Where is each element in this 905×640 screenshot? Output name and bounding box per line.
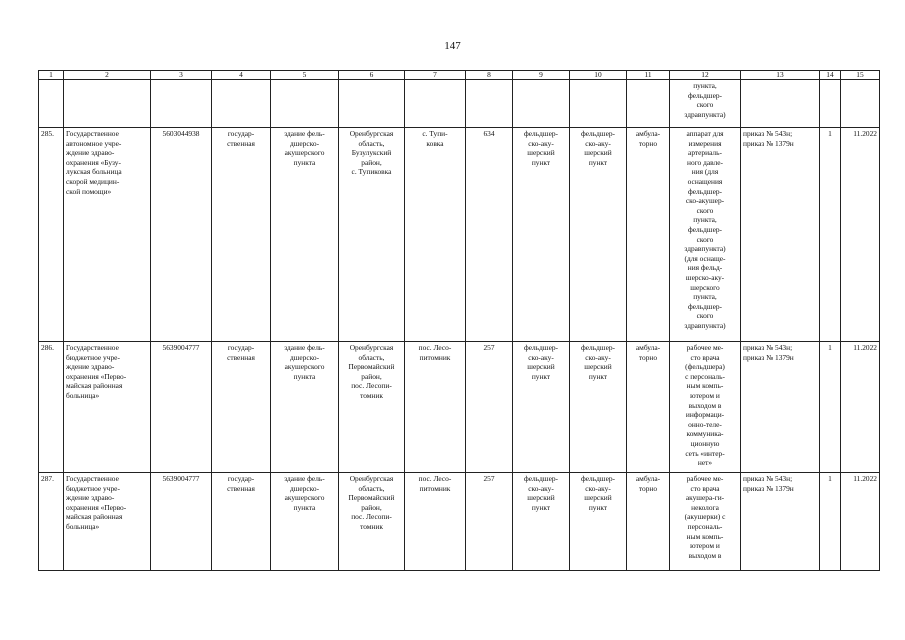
column-number: 15 bbox=[841, 71, 880, 80]
equipment-cell: рабочее ме- сто врача (фельдшера) с персональ- ным компь- ютером и выходом в информаци- онно-теле- коммуника- ционную сеть «интер- нет» bbox=[685, 343, 725, 468]
column-number: 7 bbox=[405, 71, 466, 80]
date: 11.2022 bbox=[853, 474, 877, 483]
care-conditions: амбула- торно bbox=[635, 343, 661, 362]
address: Оренбургская область, Первомайский район, пос. Лесопи- томник bbox=[348, 474, 395, 531]
column-number: 8 bbox=[466, 71, 513, 80]
quantity: 1 bbox=[828, 343, 832, 352]
building-type: здание фель- дшерско- акушерского пункта bbox=[284, 343, 325, 381]
subdivision-type: фельдшер- ско-аку- шерский пункт bbox=[580, 129, 616, 167]
organization-name: Государственное автономное учре- ждение здраво- охранения «Бузу- лукская больница скорой медицин- ской помощи» bbox=[66, 129, 122, 196]
order-reference: приказ № 543н; приказ № 1379н bbox=[743, 474, 794, 493]
population: 634 bbox=[483, 129, 495, 138]
subdivision-type: фельдшер- ско-аку- шерский пункт bbox=[580, 343, 616, 381]
table-row bbox=[39, 342, 880, 473]
organization-name: Государственное бюджетное учре- ждение здраво- охранения «Перво- майская районная больница» bbox=[66, 474, 127, 531]
table-row bbox=[39, 128, 880, 342]
row-number: 285. bbox=[41, 129, 54, 138]
column-number: 4 bbox=[212, 71, 271, 80]
column-number: 12 bbox=[670, 71, 741, 80]
facility-type: фельдшер- ско-аку- шерский пункт bbox=[523, 474, 559, 512]
order-reference: приказ № 543н; приказ № 1379н bbox=[743, 343, 794, 362]
column-number: 13 bbox=[741, 71, 820, 80]
date: 11.2022 bbox=[853, 343, 877, 352]
column-number: 11 bbox=[627, 71, 670, 80]
date: 11.2022 bbox=[853, 129, 877, 138]
organization-name: Государственное бюджетное учре- ждение здраво- охранения «Перво- майская районная больница» bbox=[66, 343, 127, 400]
quantity: 1 bbox=[828, 129, 832, 138]
equipment-cell: рабочее ме- сто врача акушера-ги- неколога (акушерки) с персональ- ным компь- ютером и выходом в bbox=[684, 474, 726, 560]
column-number: 5 bbox=[271, 71, 339, 80]
ownership-type: государ- ственная bbox=[227, 129, 255, 148]
column-number: 9 bbox=[513, 71, 570, 80]
column-number: 3 bbox=[151, 71, 212, 80]
quantity: 1 bbox=[828, 474, 832, 483]
equipment-cell: аппарат для измерения артериаль- ного давле- ния (для оснащения фельдшер- ско-акушер- ского пункта, фельдшер- ского здравпункта) (для оснаще- ния фельд- шерско-аку- шерского пункта, фельдшер- ского здравпункта) bbox=[684, 129, 726, 330]
column-number-row bbox=[39, 71, 880, 80]
building-type: здание фель- дшерско- акушерского пункта bbox=[284, 474, 325, 512]
population: 257 bbox=[483, 474, 495, 483]
ownership-type: государ- ственная bbox=[227, 343, 255, 362]
settlement: с. Тупи- ковка bbox=[422, 129, 448, 148]
inn-code: 5639004777 bbox=[162, 343, 200, 352]
care-conditions: амбула- торно bbox=[635, 129, 661, 148]
column-number: 1 bbox=[39, 71, 64, 80]
page-number: 147 bbox=[444, 40, 461, 52]
column-number: 14 bbox=[820, 71, 841, 80]
row-number: 287. bbox=[41, 474, 54, 483]
address: Оренбургская область, Бузулукский район, с. Тупиковка bbox=[349, 129, 394, 177]
population: 257 bbox=[483, 343, 495, 352]
address: Оренбургская область, Первомайский район, пос. Лесопи- томник bbox=[348, 343, 395, 400]
equipment-cell: пункта, фельдшер- ского здравпункта) bbox=[684, 81, 726, 119]
facility-type: фельдшер- ско-аку- шерский пункт bbox=[523, 129, 559, 167]
registry-table bbox=[38, 70, 880, 571]
column-number: 6 bbox=[339, 71, 405, 80]
facility-type: фельдшер- ско-аку- шерский пункт bbox=[523, 343, 559, 381]
building-type: здание фель- дшерско- акушерского пункта bbox=[284, 129, 325, 167]
care-conditions: амбула- торно bbox=[635, 474, 661, 493]
settlement: пос. Лесо- питомник bbox=[418, 343, 452, 362]
inn-code: 5603044938 bbox=[162, 129, 200, 138]
order-reference: приказ № 543н; приказ № 1379н bbox=[743, 129, 794, 148]
inn-code: 5639004777 bbox=[162, 474, 200, 483]
subdivision-type: фельдшер- ско-аку- шерский пункт bbox=[580, 474, 616, 512]
column-number: 2 bbox=[64, 71, 151, 80]
column-number: 10 bbox=[570, 71, 627, 80]
ownership-type: государ- ственная bbox=[227, 474, 255, 493]
row-number: 286. bbox=[41, 343, 54, 352]
continuation-row bbox=[39, 80, 880, 128]
table-row bbox=[39, 473, 880, 571]
settlement: пос. Лесо- питомник bbox=[418, 474, 452, 493]
